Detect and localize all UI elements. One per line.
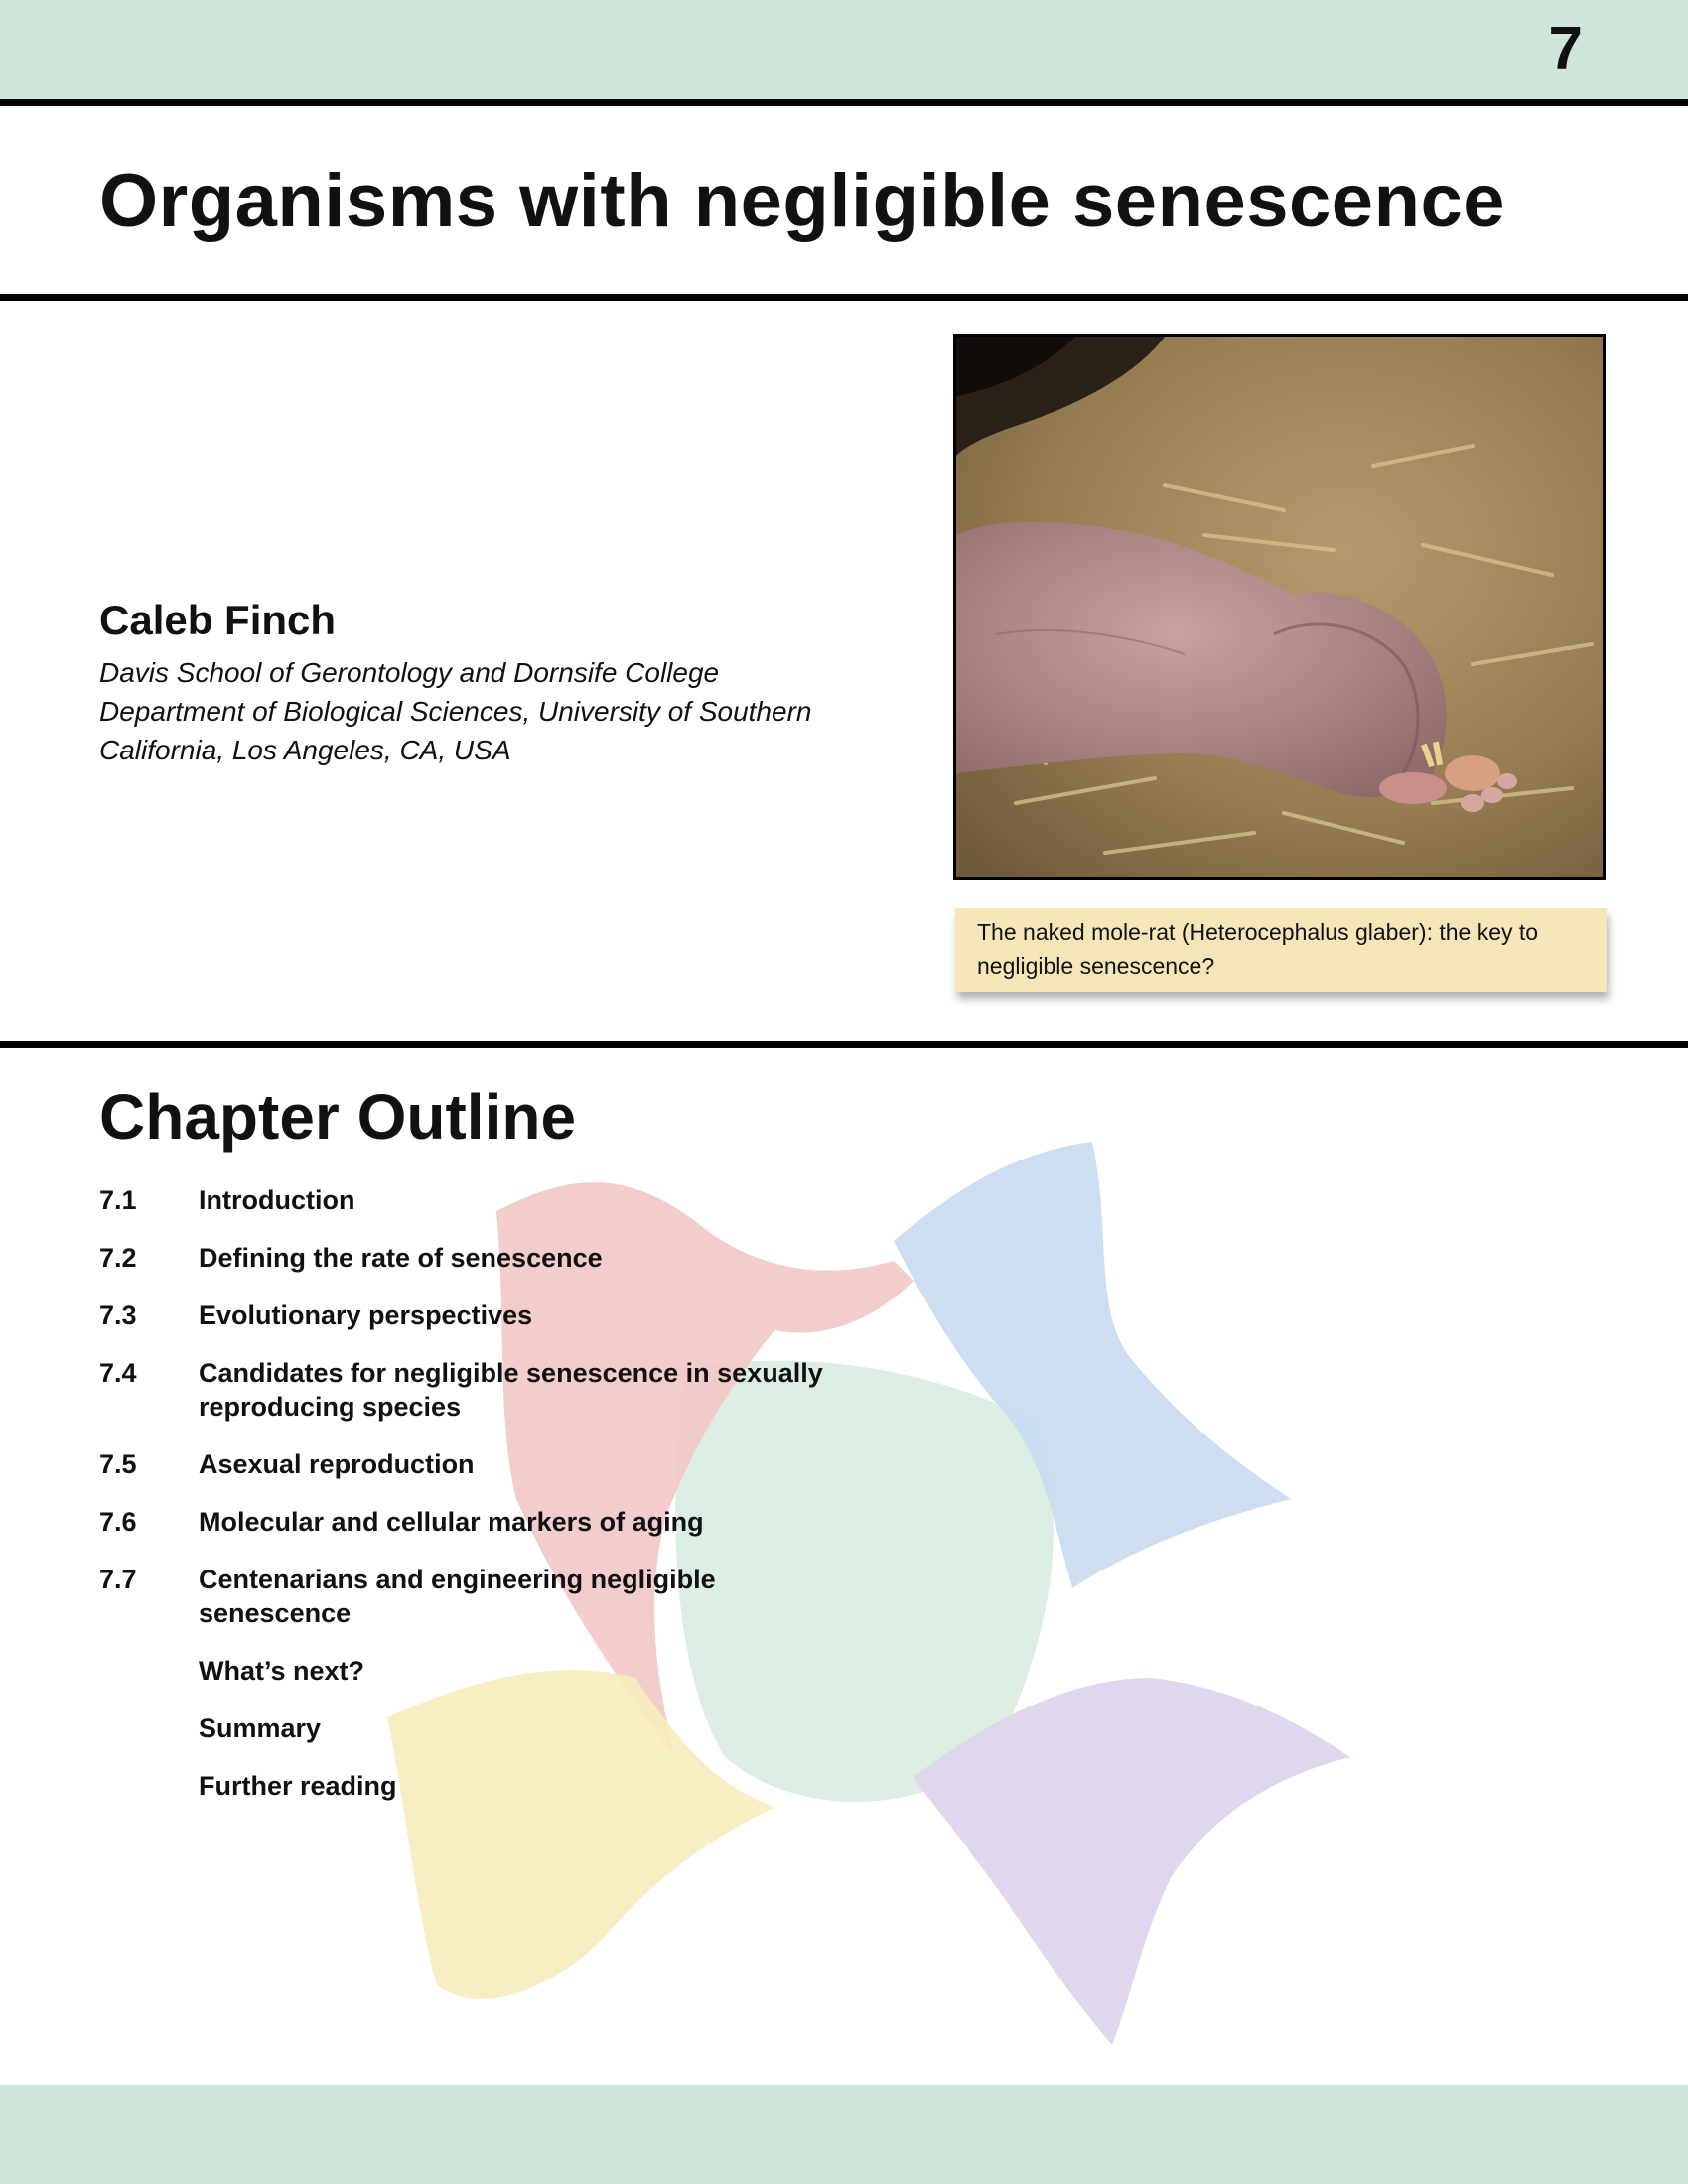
outline-item (99, 1769, 874, 1803)
outline-item-number: 7.7 (99, 1565, 137, 1594)
outline-item (99, 1505, 874, 1539)
outline-item (99, 1563, 874, 1630)
outline-item (99, 1241, 874, 1275)
outline-item-title: Candidates for negligible senescence in sexually (199, 1358, 823, 1388)
outline-item (99, 1711, 874, 1745)
affiliation-line: Department of Biological Sciences, University of Southern (99, 696, 812, 727)
section-rule (0, 1041, 1688, 1048)
outline-item-number: 7.5 (99, 1449, 137, 1479)
outline-item-number: 7.4 (99, 1358, 137, 1388)
outline-item-title: Introduction (199, 1185, 355, 1215)
footer-band (0, 2085, 1688, 2184)
outline-heading: Chapter Outline (99, 1081, 577, 1153)
splash-purple (914, 1678, 1350, 2045)
outline-item (99, 1356, 874, 1424)
outline-item-title: Evolutionary perspectives (199, 1300, 533, 1330)
outline-item-number: 7.2 (99, 1243, 137, 1273)
chapter-number: 7 (1548, 15, 1583, 83)
outline-item-number: 7.3 (99, 1300, 137, 1330)
outline-item-title: Further reading (199, 1771, 397, 1801)
author-block (99, 596, 874, 769)
title-rule (0, 294, 1688, 301)
outline-item (99, 1447, 874, 1481)
header-band (0, 0, 1688, 99)
outline-list (99, 1183, 874, 1827)
outline-item (99, 1298, 874, 1332)
outline-item (99, 1654, 874, 1688)
outline-item-title: Defining the rate of senescence (199, 1243, 603, 1273)
outline-item-title: Molecular and cellular markers of aging (199, 1507, 704, 1537)
outline-item-title-continued: reproducing species (199, 1392, 462, 1422)
outline-item-title: Asexual reproduction (199, 1449, 475, 1479)
chapter-title: Organisms with negligible senescence (99, 159, 1506, 243)
caption-line: negligible senescence? (977, 953, 1215, 979)
figure-caption (955, 908, 1607, 992)
header-rule (0, 99, 1688, 106)
affiliation-line: Davis School of Gerontology and Dornsife College (99, 657, 720, 688)
caption-line: The naked mole-rat (Heterocephalus glaber): the key to (977, 919, 1539, 945)
outline-item-title: What’s next? (199, 1656, 365, 1686)
outline-item-title: Summary (199, 1713, 322, 1743)
outline-item-number: 7.1 (99, 1185, 137, 1215)
affiliation-line: California, Los Angeles, CA, USA (99, 735, 511, 765)
outline-item (99, 1183, 874, 1217)
mole-rat-photo (953, 334, 1606, 880)
outline-item-number: 7.6 (99, 1507, 137, 1537)
outline-item-title-continued: senescence (199, 1598, 352, 1628)
outline-item-title: Centenarians and engineering negligible (199, 1565, 716, 1594)
author-name: Caleb Finch (99, 597, 337, 643)
